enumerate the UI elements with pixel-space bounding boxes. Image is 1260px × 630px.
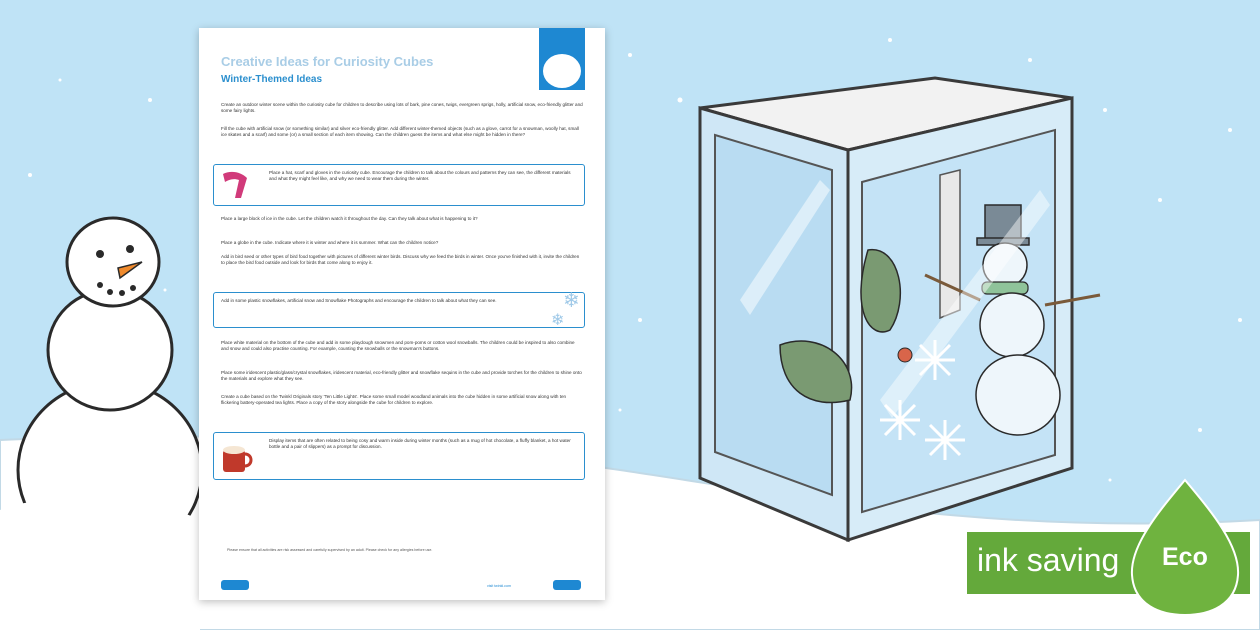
worksheet-title: Creative Ideas for Curiosity Cubes bbox=[221, 54, 434, 69]
eco-label: Eco bbox=[1162, 543, 1208, 571]
idea-paragraph: Place a globe in the cube. Indicate where it is winter and where it is summer. What can the children notice? bbox=[221, 240, 439, 245]
worksheet-subtitle: Winter-Themed Ideas bbox=[221, 74, 323, 85]
idea-paragraph: Place a large block of ice in the cube. Let the children watch it throughout the day. Can they talk about what is happening to it? bbox=[221, 216, 478, 221]
idea-paragraph: Place some iridescent plastic/glass/crystal snowflakes, iridescent material, eco-friendly glitter and snowflake sequins in the cube and provide torches for the children to shine onto the materials and explore what they see. bbox=[221, 370, 582, 382]
snowflake-icon: ❄ bbox=[551, 312, 565, 329]
ink-saving-label: ink saving bbox=[977, 542, 1120, 578]
footer-link[interactable]: visit twinkl.com bbox=[487, 584, 511, 588]
footer-note: Please ensure that all activities are risk assessed and carefully supervised by an adult. Please check for any allergies before use. bbox=[227, 548, 433, 552]
snowflake-icon: ❄ bbox=[563, 290, 580, 312]
idea-paragraph: Place a hat, scarf and gloves in the curiosity cube. Encourage the children to talk about the colours and patterns they can see, the different materials and what they might feel like, and why we need to wear them during the winter. bbox=[269, 170, 571, 182]
idea-paragraph: Place white material on the bottom of the cube and add in some playdough snowmen and pom-poms or cotton wool snowballs. The children could be inspired to also combine and snow and could also practise counting. For example, counting the snowballs or the snowman's buttons. bbox=[221, 340, 575, 352]
idea-paragraph: Add in some plastic snowflakes, artificial snow and Snowflake Photographs and encourage the children to talk about what they can see. bbox=[221, 298, 497, 303]
idea-paragraph: Create a cube based on the Twinkl Originals story 'Ten Little Lights'. Place some small model woodland animals into the cube hidden in some artificial snow along with ten flickering battery-operated tea lights. Place a copy of the story alongside the cube for children to explore. bbox=[221, 394, 567, 406]
idea-paragraph: Display items that are often related to being cosy and warm inside during winter months (such as a mug of hot chocolate, a fluffy blanket, a hot water bottle and a pair of slippers) as a prompt for discussion. bbox=[269, 438, 571, 450]
idea-paragraph: Fill the cube with artificial snow (or something similar) and silver eco-friendly glitter. Add different winter-themed objects (such as a glove, carrot for a snowman, woolly hat, small ice skates and a scarf) and some (or) a small section of each item showing. Can the children guess the items and what else might be hidden in there? bbox=[221, 126, 579, 138]
idea-paragraph: Add in bird seed or other types of bird food together with pictures of different winter birds. Discuss why we feed the birds in winter. Once you've finished with it, invite the children to place the bird food outside and look for birds that come along to enjoy it. bbox=[221, 254, 580, 266]
idea-paragraph: Create an outdoor winter scene within the curiosity cube for children to describe using lots of bark, pine cones, twigs, evergreen sprigs, holly, artificial snow, eco-friendly glitter and some fairy lights. bbox=[221, 102, 583, 114]
